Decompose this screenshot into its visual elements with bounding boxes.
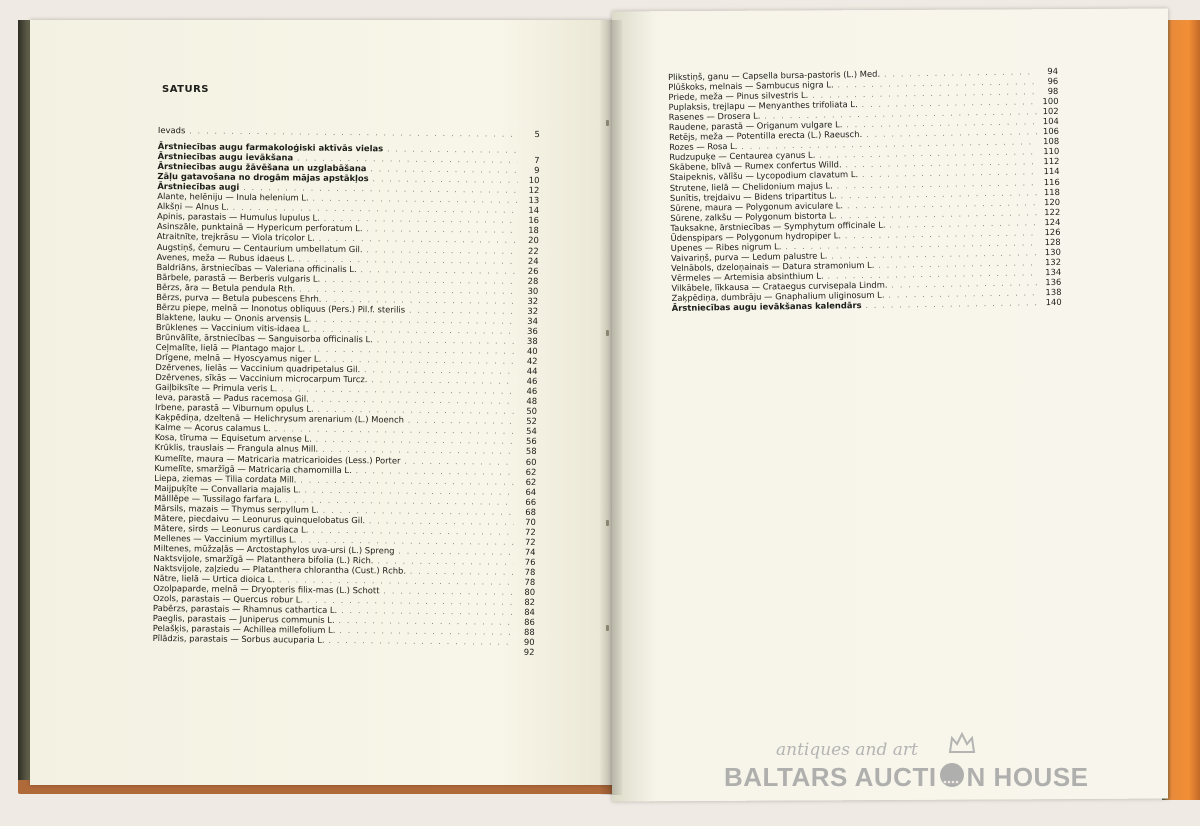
toc-entry-page: 104 xyxy=(1042,116,1059,127)
toc-leader-dots xyxy=(189,126,518,139)
toc-entry-title: Kaķpēdiņa, dzeltenā — Helichrysum arenarium (L.) Moench xyxy=(154,412,404,425)
toc-entry-title: Rudzupuķe — Centaurea cyanus L. xyxy=(669,150,816,163)
toc-entry-page: 82 xyxy=(524,597,536,608)
binding-stitch xyxy=(606,120,609,126)
toc-entry-page: 46 xyxy=(526,386,538,397)
toc-entry-title: Ārstniecības augu farmakoloģiski aktīvās vielas xyxy=(157,141,384,154)
toc-entry-title: Alkšņi — Alnus L. xyxy=(157,201,229,213)
toc-entry-page: 84 xyxy=(524,607,535,618)
toc-entry-page: 130 xyxy=(1044,246,1061,257)
toc-entry-page: 5 xyxy=(534,128,540,139)
toc-entry-page: 136 xyxy=(1045,276,1062,288)
toc-entry-page: 62 xyxy=(525,466,537,477)
toc-entry-page: 66 xyxy=(525,496,537,507)
toc-entry-page: 78 xyxy=(524,566,536,577)
toc-entry-title: Ieva, parastā — Padus racemosa Gil. xyxy=(155,392,309,404)
toc-entry-title: Blaktene, lauku — Ononis arvensis L. xyxy=(155,311,312,324)
toc-entry-page: 60 xyxy=(525,456,537,467)
toc-entry-page: 36 xyxy=(527,325,538,336)
toc-entry-page: 50 xyxy=(526,406,538,417)
toc-entry-title: Kumelīte, smaržīgā — Matricaria chamomilla L. xyxy=(154,462,352,475)
toc-entry-page: 92 xyxy=(523,647,535,658)
toc-entry-title: Krūklis, trauslais — Frangula alnus Mill. xyxy=(154,442,319,455)
toc-entry-title: Zāļu gatavošana no drogām mājas apstākļos xyxy=(157,171,369,184)
toc-entry-title: Ozols, parastais — Quercus robur L. xyxy=(152,593,304,605)
toc-entry-page: 88 xyxy=(523,627,535,638)
toc-entry-page: 7 xyxy=(534,155,540,166)
toc-entry-page: 138 xyxy=(1045,286,1062,298)
toc-entry-page: 30 xyxy=(527,285,539,296)
toc-entry-page: 140 xyxy=(1045,296,1062,308)
toc-entry-title: Naktsvijole, smaržīgā — Platanthera bifolia (L.) Rich. xyxy=(153,552,374,566)
toc-entry-title: Ārstniecības augu žāvēšana un uzglabāšana xyxy=(157,161,367,174)
toc-entry-page: 80 xyxy=(524,586,536,598)
toc-entry-title: Sūrene, zalkšu — Polygonum bistorta L. xyxy=(670,210,837,223)
toc-entry-title: Brūnvālīte, ārstniecības — Sanguisorba officinalis L. xyxy=(155,331,373,345)
toc-entry-page: 128 xyxy=(1044,236,1061,247)
toc-entry-title: Vilkābele, līkkausa — Crataegus curvisepala Lindm. xyxy=(671,279,888,293)
toc-entry-title: Mārsils, mazais — Thymus serpyllum L. xyxy=(153,502,319,515)
toc-entry-page: 14 xyxy=(528,205,540,216)
toc-entry-title: Tauksakne, ārstniecības — Symphytum officinale L. xyxy=(670,219,886,233)
toc-entry-title: Rozes — Rosa L. xyxy=(669,141,738,153)
toc-entry-page: 56 xyxy=(525,436,537,447)
toc-entry-page: 86 xyxy=(524,617,535,628)
toc-entry-page: 40 xyxy=(526,345,538,356)
toc-entry-page: 100 xyxy=(1042,96,1059,107)
toc-entry-page: 72 xyxy=(525,526,536,537)
toc-entry-page: 16 xyxy=(528,215,540,226)
toc-entry-title: Apinis, parastais — Humulus lupulus L. xyxy=(156,211,320,224)
toc-entry-title: Staipeknis, vālīšu — Lycopodium clavatum L. xyxy=(669,169,859,183)
toc-entry-title: Pelašķis, parastais — Achillea millefolium L. xyxy=(152,623,336,636)
toc-entry-page: 78 xyxy=(524,576,536,588)
toc-entry-title: Strutene, lielā — Chelidonium majus L. xyxy=(669,179,833,193)
watermark-brand-pre: BALTARS AUCTI xyxy=(724,762,937,792)
toc-entry-page: 116 xyxy=(1043,176,1060,187)
toc-entry-page: 54 xyxy=(526,426,537,437)
binding-stitch xyxy=(606,330,609,336)
toc-entry-title: Alante, helēniju — Inula helenium L. xyxy=(157,191,309,203)
toc-entry-page: 46 xyxy=(526,375,538,387)
toc-entry-page: 122 xyxy=(1044,206,1061,217)
toc-entry-title: Paeglis, parastais — Juniperus communis L. xyxy=(152,613,335,626)
toc-entry-page: 124 xyxy=(1044,216,1061,227)
toc-entry-page: 18 xyxy=(528,225,539,236)
toc-entry-title: Maijpuķīte — Convallaria majalis L. xyxy=(154,482,301,495)
toc-entry-title: Avenes, meža — Rubus idaeus L. xyxy=(156,251,295,264)
toc-entry-page: 90 xyxy=(523,637,535,648)
toc-entry-title: Sūrene, maura — Polygonum aviculare L. xyxy=(670,199,844,213)
toc-entry-page: 96 xyxy=(1047,75,1059,87)
toc-entry-title: Atraitnīte, trejkrāsu — Viola tricolor L. xyxy=(156,231,315,244)
toc-entry-title: Vaivariņš, purva — Ledum palustre L. xyxy=(670,250,828,263)
toc-entry-page: 110 xyxy=(1043,146,1060,157)
toc-entry-page: 28 xyxy=(527,275,539,286)
toc-entry-page: 106 xyxy=(1042,126,1060,137)
watermark-tagline: antiques and art xyxy=(776,740,918,760)
toc-entry-title: Kumelīte, maura — Matricaria matricarioides (Less.) Porter xyxy=(154,452,401,466)
toc-entry-page: 74 xyxy=(524,546,536,557)
toc-entry-title: Rasenes — Drosera L. xyxy=(668,110,761,123)
watermark-brand-post: N HOUSE xyxy=(966,762,1089,792)
toc-entry-page: 52 xyxy=(526,416,537,427)
toc-entry-title: Bērzs, purva — Betula pubescens Ehrh. xyxy=(156,291,322,304)
toc-entry-page: 9 xyxy=(534,165,540,176)
toc-entry-page: 34 xyxy=(527,315,539,326)
toc-entry-title: Bārbele, parastā — Berberis vulgaris L. xyxy=(156,271,321,284)
toc-entry-page: 114 xyxy=(1043,166,1060,177)
toc-entry-page: 72 xyxy=(524,536,536,547)
toc-entry-title: Liepa, ziemas — Tilia cordata Mill. xyxy=(154,472,297,485)
toc-entry-page: 10 xyxy=(528,175,540,186)
toc-entry-title: Mellenes — Vaccinium myrtillus L. xyxy=(153,532,297,545)
toc-entry-title: Sunītis, trejdaivu — Bidens tripartitus L. xyxy=(669,189,837,203)
toc-entry-title: Naktsvijole, zaļziedu — Platanthera chlorantha (Cust.) Rchb. xyxy=(153,562,407,576)
toc-entry-page: 22 xyxy=(527,245,539,256)
toc-entry-page: 26 xyxy=(527,265,539,276)
toc-entry-title: Puplaksis, trejlapu — Menyanthes trifoliata L. xyxy=(668,99,858,113)
toc-entry-page: 48 xyxy=(526,396,538,407)
toc-entry-title: Vērmeles — Artemisia absinthium L. xyxy=(671,270,824,283)
toc-entry-title: Miltenes, mūžzaļās — Arctostaphylos uva-ursi (L.) Spreng xyxy=(153,542,395,556)
toc-entry-title: Gaiļbiksīte — Primula veris L. xyxy=(155,382,278,394)
toc-entry-title: Baldriāns, ārstniecības — Valeriana officinalis L. xyxy=(156,261,357,274)
toc-entry-page: 24 xyxy=(527,255,539,266)
gavel-circle-icon xyxy=(937,760,967,790)
binding-stitch xyxy=(606,625,609,631)
toc-entry-page: 134 xyxy=(1045,266,1062,278)
toc-entry-title: Pabērzs, parastais — Rhamnus cathartica L. xyxy=(152,603,338,616)
toc-entry-page: 20 xyxy=(528,235,539,246)
toc-entry-page: 68 xyxy=(525,506,537,517)
crown-icon xyxy=(948,732,976,754)
toc-entry-title: Upenes — Ribes nigrum L. xyxy=(670,241,782,253)
toc-entry-title: Bērzs, āra — Betula pendula Rth. xyxy=(156,281,296,294)
toc-entry-page: 94 xyxy=(1047,65,1059,77)
toc-entry-title: Irbene, parastā — Viburnum opulus L. xyxy=(154,402,314,414)
toc-entry-title: Retējs, meža — Potentilla erecta (L.) Raeusch. xyxy=(668,129,863,143)
toc-entry-page: 58 xyxy=(525,446,537,457)
toc-entry-title: Brūklenes — Vaccinium vitis-idaea L. xyxy=(155,321,311,334)
toc-entry-page: 102 xyxy=(1042,106,1059,117)
toc-entry-page: 13 xyxy=(528,195,540,206)
toc-leader-dots xyxy=(329,636,513,648)
toc-entry-title: Dzērvenes, lielās — Vaccinium quadripetalus Gil. xyxy=(155,362,361,375)
toc-entry-title: Kalme — Acorus calamus L. xyxy=(154,422,271,434)
toc-entry-title: Bērzu piepe, melnā — Inonotus obliquus (Pers.) Pil.f. sterilis xyxy=(156,301,406,315)
toc-entry-title: Ārstniecības augu ievākšanas kalendārs xyxy=(671,300,862,314)
toc-entry-title: Mālllēpe — Tussilago farfara L. xyxy=(154,492,282,505)
toc-entry-title: Velnābols, dzeloņainais — Datura stramonium L. xyxy=(670,259,875,273)
toc-entry-title: Mātere, sirds — Leonurus cardiaca L. xyxy=(153,522,309,535)
toc-entry-page: 42 xyxy=(526,355,538,367)
toc-entry-title: Priede, meža — Pinus silvestris L. xyxy=(668,89,809,103)
watermark xyxy=(718,738,1118,798)
toc-entry-title: Plikstiņš, ganu — Capsella bursa-pastoris (L.) Med. xyxy=(668,68,881,82)
toc-entry-page: 98 xyxy=(1047,85,1059,97)
toc-entry-page: 132 xyxy=(1044,256,1062,267)
page-title: SATURS xyxy=(162,84,210,95)
toc-entry-page: 76 xyxy=(524,556,536,567)
toc-entry-title: Augstiņš, čemuru — Centaurium umbellatum Gil. xyxy=(156,241,363,254)
toc-entry-title: Nātre, lielā — Urtica dioica L. xyxy=(153,573,276,585)
binding-stitch xyxy=(606,520,609,526)
toc-list-left xyxy=(152,125,540,657)
toc-entry-title: Ozolpaparde, melnā — Dryopteris filix-mas (L.) Schott xyxy=(153,583,380,596)
toc-entry-page: 32 xyxy=(527,305,539,316)
toc-entry-title: Ūdenspipars — Polygonum hydropiper L. xyxy=(670,230,842,243)
toc-entry-title: Dzērvenes, sīkās — Vaccinium microcarpum Turcz. xyxy=(155,372,368,385)
toc-list-right xyxy=(668,66,1062,313)
toc-entry-title: Mātere, piecdaivu — Leonurus quinquelobatus Gil. xyxy=(153,512,366,525)
toc-entry-page: 112 xyxy=(1043,156,1060,167)
toc-entry-page: 44 xyxy=(526,365,538,377)
toc-entry-page: 108 xyxy=(1043,136,1060,147)
watermark-brand xyxy=(724,760,1089,793)
toc-entry-page: 70 xyxy=(525,516,536,527)
toc-entry-title: Kosa, tīruma — Equisetum arvense L. xyxy=(154,432,312,445)
toc-entry-page: 62 xyxy=(525,476,537,487)
toc-entry-page: 64 xyxy=(525,486,537,497)
toc-entry-page: 126 xyxy=(1044,226,1061,237)
toc-entry-title: Raudene, parastā — Origanum vulgare L. xyxy=(668,119,843,133)
toc-entry-page: 12 xyxy=(528,185,540,196)
toc-entry-page: 118 xyxy=(1043,186,1061,197)
toc-entry-title: Drīgene, melnā — Hyoscyamus niger L. xyxy=(155,352,322,364)
toc-entry-title: Zaķpēdiņa, dumbrāju — Gnaphalium uliginosum L. xyxy=(671,289,885,304)
toc-entry-title: Ārstniecības augu ievākšana xyxy=(157,151,294,163)
toc-entry-page: 120 xyxy=(1044,196,1061,207)
toc-entry-title: Ceļmalīte, lielā — Plantago major L. xyxy=(155,341,306,354)
toc-entry-title: Pīlādzis, parastais — Sorbus aucuparia L. xyxy=(152,633,325,646)
toc-entry-title: Ārstniecības augi xyxy=(157,181,240,193)
toc-entry-page: 32 xyxy=(527,295,539,306)
toc-entry-title: Ievads xyxy=(157,125,186,136)
toc-entry-title: Skābene, blīvā — Rumex confertus Willd. xyxy=(669,159,842,173)
toc-entry-page: 38 xyxy=(527,335,538,346)
toc-entry-title: Asinszāle, punktainā — Hypericum perforatum L. xyxy=(156,221,363,234)
book-gutter xyxy=(600,20,622,795)
toc-entry-title: Plūškoks, melnais — Sambucus nigra L. xyxy=(668,79,834,93)
